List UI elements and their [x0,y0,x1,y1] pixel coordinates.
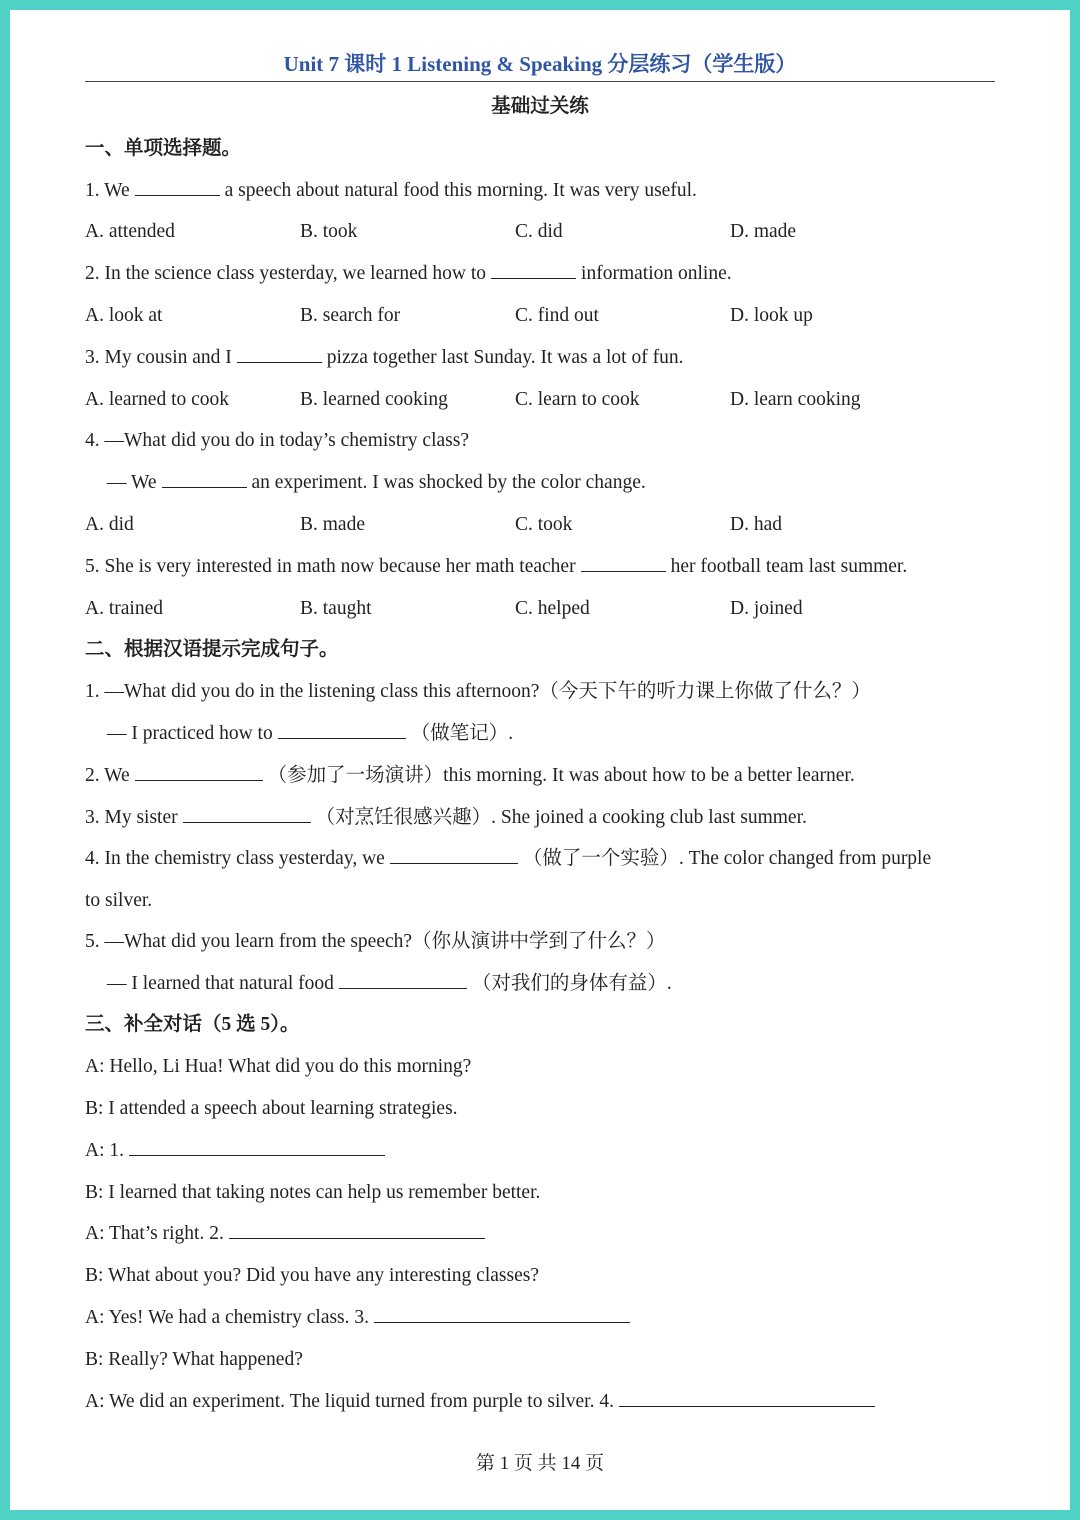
section1-title: 一、单项选择题。 [85,138,242,159]
answer-blank[interactable] [390,849,518,864]
answer-blank[interactable] [183,808,311,823]
s2-q3-pre: 3. My sister [85,807,178,828]
dialogue-line: B: What about you? Did you have any interesting classes? [85,1265,539,1286]
dialogue-text: A: 1. [85,1140,124,1161]
s1-q2-pre: 2. In the science class yesterday, we learned how to [85,263,487,284]
page-header-title: Unit 7 课时 1 Listening & Speaking 分层练习（学生版） [283,52,797,76]
s1-q5-pre: 5. She is very interested in math now because her math teacher [85,556,576,577]
s1-q5-stem [85,557,907,577]
answer-blank[interactable] [135,766,263,781]
answer-blank[interactable] [278,724,406,739]
answer-blank[interactable] [129,1141,385,1156]
s2-q2-post: （参加了一场演讲）this morning. It was about how to be a better learner. [267,765,855,786]
s2-q3-stem [85,808,807,828]
s1-q2-post: information online. [581,263,732,284]
s1-q4-option-d: D. had [730,514,782,535]
answer-blank[interactable] [581,557,666,572]
dialogue-line-blank-3 [85,1308,635,1328]
answer-blank[interactable] [491,264,576,279]
s1-q3-post: pizza together last Sunday. It was a lot of fun. [326,347,684,368]
s2-q5-post: （对我们的身体有益）. [471,973,672,994]
dialogue-line: B: I learned that taking notes can help us remember better. [85,1182,541,1203]
dialogue-line: A: Hello, Li Hua! What did you do this morning? [85,1056,472,1077]
s1-q4-option-b: B. made [300,514,365,535]
header-divider [85,81,995,82]
s2-q2-stem [85,766,855,786]
answer-blank[interactable] [237,348,322,363]
s2-q1-stem: 1. —What did you do in the listening class this afternoon?（今天下午的听力课上你做了什么？） [85,681,871,702]
s1-q5-option-a: A. trained [85,598,163,619]
s1-q1-post: a speech about natural food this morning. It was very useful. [224,180,697,201]
s2-q1-pre: — I practiced how to [107,723,273,744]
s1-q4-post: an experiment. I was shocked by the color change. [251,472,646,493]
s1-q1-option-a: A. attended [85,221,175,242]
s1-q4-option-c: C. took [515,514,573,535]
page-number-footer: 第 1 页 共 14 页 [475,1453,605,1474]
s1-q1-option-d: D. made [730,221,797,242]
answer-blank[interactable] [339,974,467,989]
dialogue-text: A: Yes! We had a chemistry class. 3. [85,1307,370,1328]
s1-q2-stem [85,264,732,284]
dialogue-line: B: I attended a speech about learning strategies. [85,1098,458,1119]
s1-q3-stem [85,348,683,368]
s2-q3-post: （对烹饪很感兴趣）. She joined a cooking club last summer. [315,807,807,828]
s1-q4-pre: — We [107,472,157,493]
s1-q5-post: her football team last summer. [670,556,908,577]
s1-q2-option-c: C. find out [515,305,599,326]
s1-q3-option-a: A. learned to cook [85,389,230,410]
s1-q4-option-a: A. did [85,514,134,535]
answer-blank[interactable] [135,181,220,196]
dialogue-text: A: That’s right. 2. [85,1223,224,1244]
worksheet-page [10,10,1070,1510]
s1-q3-pre: 3. My cousin and I [85,347,232,368]
s1-q3-option-b: B. learned cooking [300,389,448,410]
s1-q1-stem [85,181,697,201]
section-subtitle: 基础过关练 [491,96,589,117]
s1-q2-option-a: A. look at [85,305,163,326]
s2-q4-continuation: to silver. [85,890,153,911]
s1-q4-reply [107,473,646,493]
s2-q5-reply [107,974,672,994]
s1-q3-option-c: C. learn to cook [515,389,640,410]
answer-blank[interactable] [374,1308,630,1323]
answer-blank[interactable] [162,473,247,488]
dialogue-line: B: Really? What happened? [85,1349,303,1370]
dialogue-line-blank-4 [85,1392,880,1412]
s1-q2-option-d: D. look up [730,305,813,326]
s2-q4-pre: 4. In the chemistry class yesterday, we [85,848,385,869]
answer-blank[interactable] [229,1224,485,1239]
s1-q5-option-b: B. taught [300,598,372,619]
s1-q5-option-c: C. helped [515,598,590,619]
s1-q1-pre: 1. We [85,180,130,201]
s1-q2-option-b: B. search for [300,305,401,326]
dialogue-line-blank-1 [85,1141,390,1161]
s2-q2-pre: 2. We [85,765,130,786]
dialogue-text: A: We did an experiment. The liquid turned from purple to silver. 4. [85,1391,614,1412]
s1-q1-option-c: C. did [515,221,563,242]
s2-q1-reply [107,724,513,744]
dialogue-line-blank-2 [85,1224,490,1244]
s2-q4-post: （做了一个实验）. The color changed from purple [522,848,932,869]
s1-q5-option-d: D. joined [730,598,803,619]
s2-q1-post: （做笔记）. [410,723,514,744]
section3-title: 三、补全对话（5 选 5）。 [85,1014,300,1035]
s2-q5-stem: 5. —What did you learn from the speech?（你从演讲中学到了什么？） [85,931,666,952]
s1-q4-stem: 4. —What did you do in today’s chemistry class? [85,430,469,451]
section2-title: 二、根据汉语提示完成句子。 [85,639,339,660]
s1-q1-option-b: B. took [300,221,358,242]
s1-q3-option-d: D. learn cooking [730,389,861,410]
s2-q5-pre: — I learned that natural food [107,973,334,994]
s2-q4-stem [85,849,931,869]
answer-blank[interactable] [619,1392,875,1407]
